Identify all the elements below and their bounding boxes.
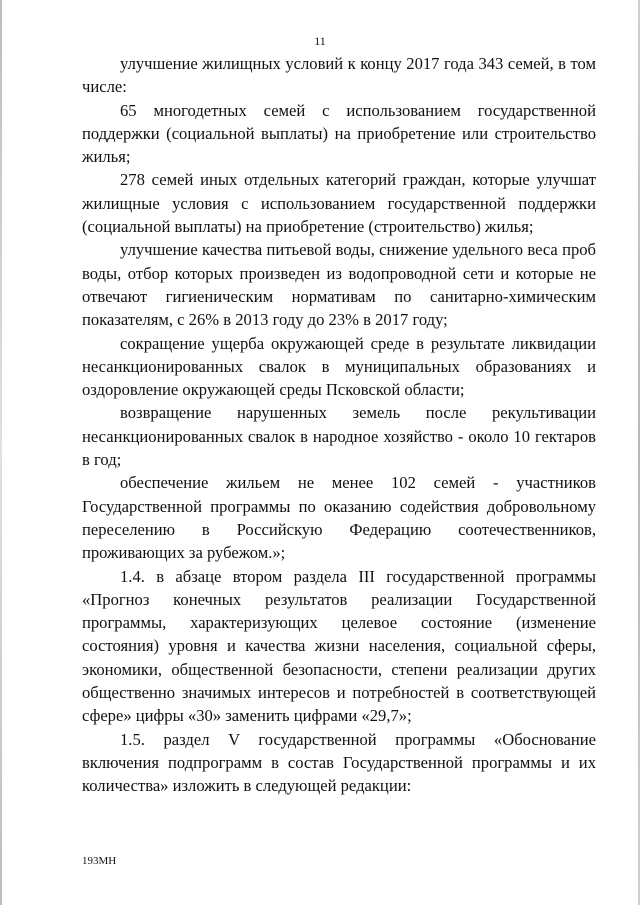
document-body — [82, 52, 596, 798]
paragraph-large-families: 65 многодетных семей с использованием государственной поддержки (социальной выплаты) на приобретение или строительство жилья; — [82, 100, 596, 167]
paragraph-section-1-5: 1.5. раздел V государственной программы «Обоснование включения подпрограмм в состав Государственной программы и их количества» изложить в следующей редакции: — [82, 729, 596, 796]
paragraph-housing-improvement: улучшение жилищных условий к концу 2017 года 343 семей, в том числе: — [82, 54, 596, 97]
scan-edge-left — [0, 0, 2, 905]
paragraph-section-1-4: 1.4. в абзаце втором раздела III государственной программы «Прогноз конечных результатов реализации Государственной программы, характеризующих целевое состояние (изменение состояния) уровня и качества жизни населения, социальной сферы, экономики, общественной безопасности, степени реализации других общественно значимых интересов и потребностей в соответствующей сфере» цифры «30» заменить цифрами «29,7»; — [82, 566, 596, 726]
paragraph-land-return: возвращение нарушенных земель после рекультивации несанкционированных свалок в народное хозяйство - около 10 гектаров в год; — [82, 403, 596, 470]
paragraph-environment-damage: сокращение ущерба окружающей среде в результате ликвидации несанкционированных свалок в муниципальных образованиях и оздоровление окружающей среды Псковской области; — [82, 333, 596, 400]
paragraph-other-categories: 278 семей иных отдельных категорий граждан, которые улучшат жилищные условия с использованием государственной поддержки (социальной выплаты) на приобретение (строительство) жилья; — [82, 170, 596, 237]
footer-document-code: 193МН — [82, 855, 117, 867]
paragraph-water-quality: улучшение качества питьевой воды, снижение удельного веса проб воды, отбор которых произведен из водопроводной сети и которые не отвечают гигиеническим нормативам по санитарно-химическим показателям, с 26% в 2013 году до 23% в 2017 году; — [82, 240, 596, 330]
paragraph-compatriots-housing: обеспечение жильем не менее 102 семей - участников Государственной программы по оказанию содействия добровольному переселению в Российскую Федерацию соотечественников, проживающих за рубежом.»; — [82, 473, 596, 563]
page-number: 11 — [314, 34, 326, 48]
